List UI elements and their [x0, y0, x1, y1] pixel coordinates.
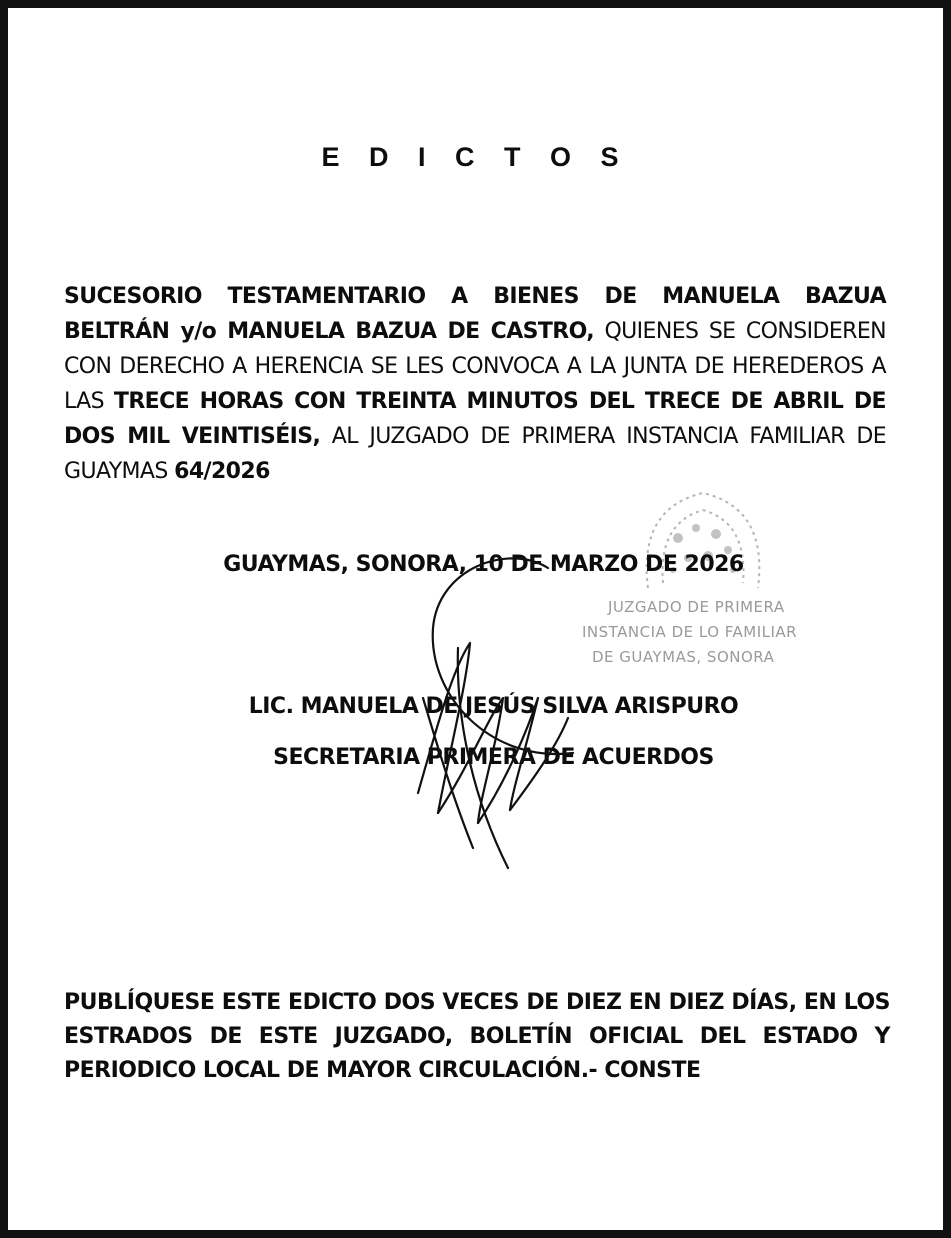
edict-body — [64, 279, 886, 489]
handwritten-signature-icon — [398, 548, 598, 878]
publication-notice: PUBLÍQUESE ESTE EDICTO DOS VECES DE DIEZ EN DIEZ DÍAS, EN LOS ESTRADOS DE ESTE JUZGADO, BOLETÍN OFICIAL DEL ESTADO Y PERIODICO LOCAL DE MAYOR CIRCULACIÓN.- CONSTE — [64, 990, 890, 1083]
edict-body-text-2: AL JUZGADO DE PRIMERA INSTANCIA FAMILIAR DE GUAYMAS — [64, 424, 886, 484]
seal-emblem-icon — [578, 478, 828, 598]
seal-text-line-3: DE GUAYMAS, SONORA — [592, 648, 775, 666]
edict-body-text-1: QUIENES SE CONSIDEREN CON DERECHO A HERENCIA SE LES CONVOCA A LA JUNTA DE HEREDEROS A LAS — [64, 319, 886, 414]
signer-name: LIC. MANUELA DE JESÚS SILVA ARISPURO — [248, 694, 739, 719]
edict-body-bold-1: SUCESORIO TESTAMENTARIO A BIENES DE MANUELA BAZUA BELTRÁN y/o MANUELA BAZUA DE CASTRO, — [64, 284, 886, 344]
case-number: 64/2026 — [174, 459, 270, 484]
seal-text-line-2: INSTANCIA DE LO FAMILIAR — [582, 623, 798, 641]
seal-text-line-1: JUZGADO DE PRIMERA — [608, 598, 785, 616]
edict-body-bold-2: TRECE HORAS CON TREINTA MINUTOS DEL TRECE DE ABRIL DE DOS MIL VEINTISÉIS, — [64, 389, 886, 449]
place-and-date: GUAYMAS, SONORA, 10 DE MARZO DE 2026 — [223, 552, 744, 577]
court-seal — [578, 478, 828, 678]
document-title: E D I C T O S — [321, 142, 630, 172]
signer-title: SECRETARIA PRIMERA DE ACUERDOS — [273, 745, 714, 770]
